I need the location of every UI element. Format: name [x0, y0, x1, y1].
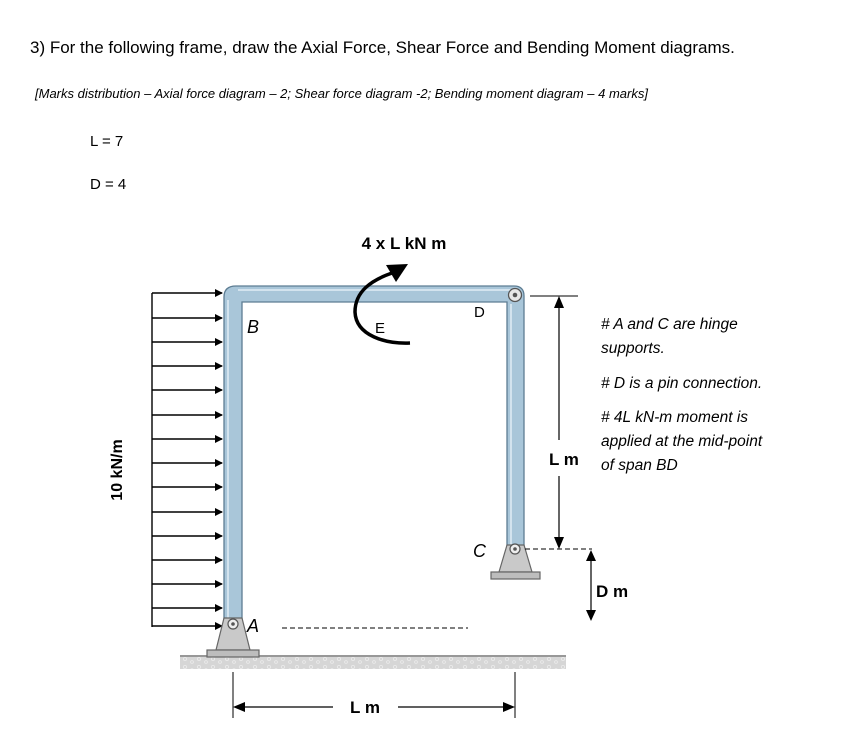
question-text: 3) For the following frame, draw the Axial Force, Shear Force and Bending Moment diagrams.	[30, 38, 735, 57]
node-d-label: D	[474, 304, 485, 321]
height-dimension	[530, 296, 578, 549]
node-c-label: C	[473, 541, 486, 561]
note-line-6: of span BD	[601, 457, 678, 474]
note-line-5: applied at the mid-point	[601, 433, 763, 450]
load-label: 10 kN/m	[109, 439, 126, 501]
offset-label: D m	[596, 582, 629, 601]
ground	[180, 656, 566, 669]
param-d: D = 4	[90, 176, 127, 193]
param-l: L = 7	[90, 133, 124, 150]
distributed-load-arrows	[152, 293, 222, 627]
note-line-3: # D is a pin connection.	[601, 375, 763, 392]
note-line-2: supports.	[601, 340, 665, 357]
node-a-label: A	[247, 616, 260, 636]
hinge-support-c	[491, 544, 540, 579]
height-label: L m	[549, 450, 579, 469]
offset-dimension	[586, 550, 596, 621]
note-line-4: # 4L kN-m moment is	[601, 409, 749, 426]
span-label: L m	[350, 698, 380, 717]
moment-label: 4 x L kN m	[361, 234, 447, 253]
marks-distribution: [Marks distribution – Axial force diagram – 2; Shear force diagram -2; Bending moment diagram – 4 marks]	[35, 86, 648, 101]
node-e-label: E	[375, 320, 386, 337]
note-line-1: # A and C are hinge	[601, 316, 738, 333]
node-b-label: B	[247, 317, 260, 337]
